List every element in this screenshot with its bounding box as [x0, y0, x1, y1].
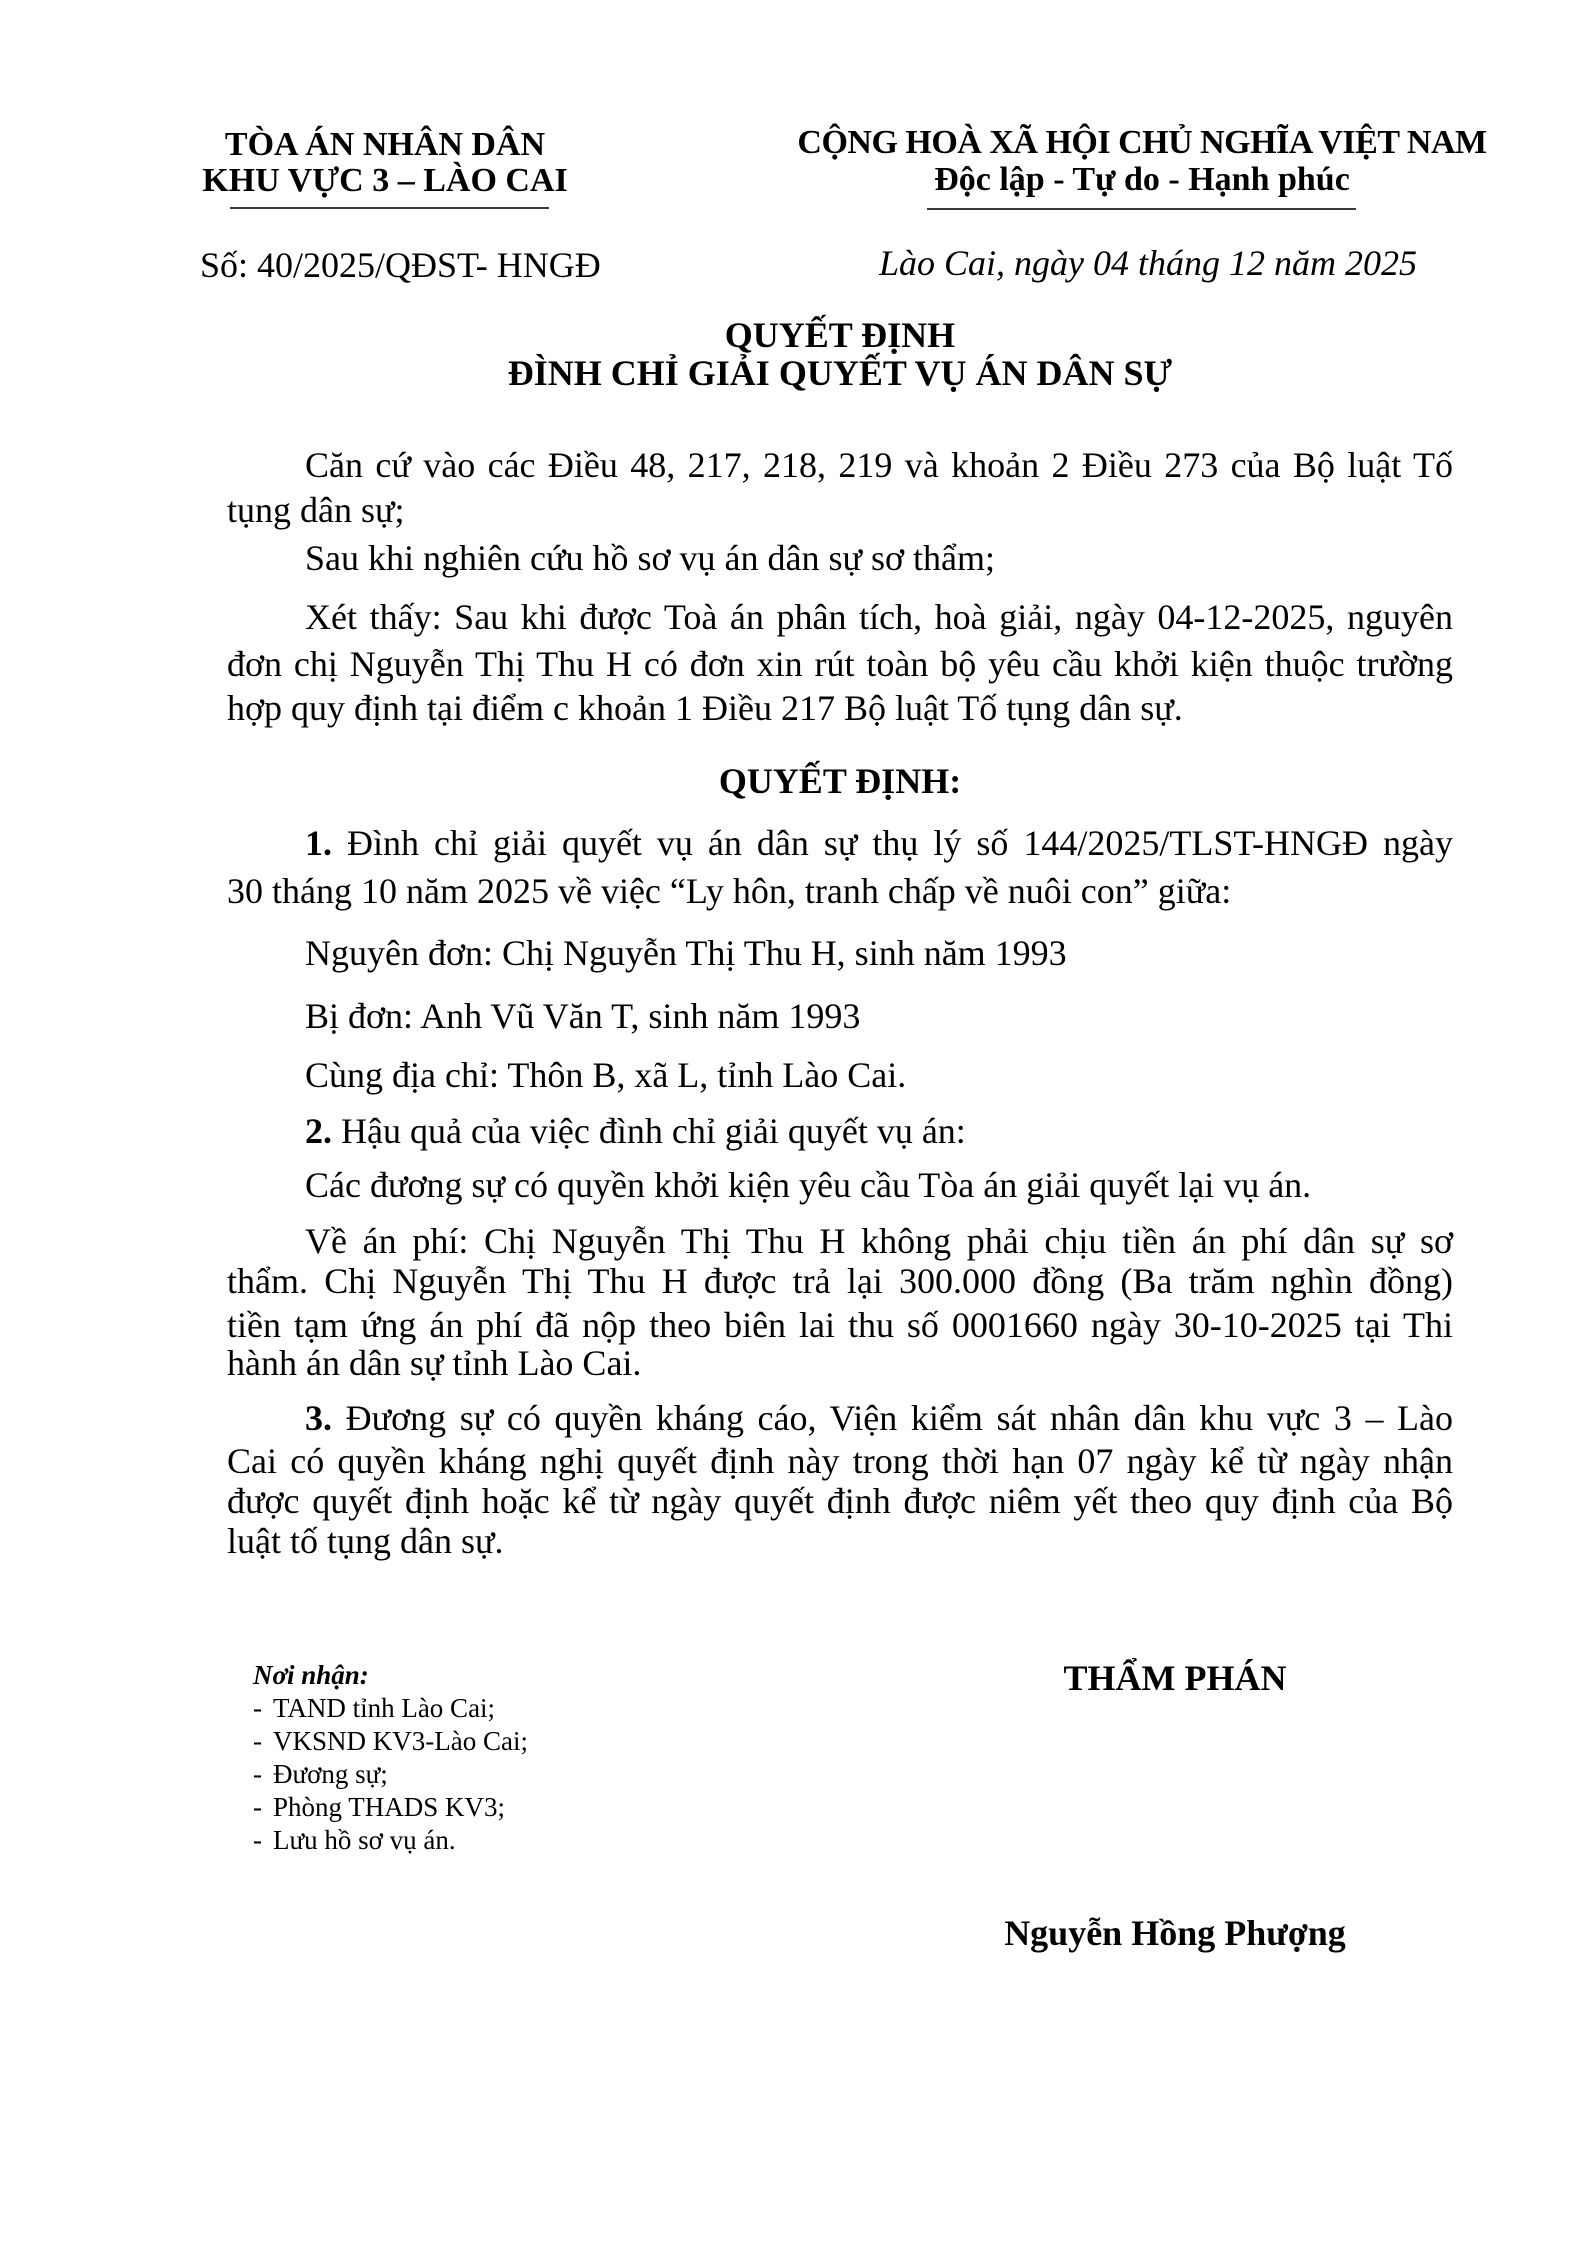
- decision-item-1-line2: 30 tháng 10 năm 2025 về việc “Ly hôn, tranh chấp về nuôi con” giữa:: [227, 871, 1232, 911]
- decision-item-2-line1: [305, 1113, 966, 1149]
- finding-line3: hợp quy định tại điểm c khoản 1 Điều 217 Bộ luật Tố tụng dân sự.: [227, 688, 1183, 728]
- recipient-text: Phòng THADS KV3;: [273, 1792, 506, 1822]
- place-and-date: Lào Cai, ngày 04 tháng 12 năm 2025: [878, 243, 1417, 283]
- decision-item-2-text: Hậu quả của việc đình chỉ giải quyết vụ án:: [341, 1111, 966, 1151]
- document-subtitle: ĐÌNH CHỈ GIẢI QUYẾT VỤ ÁN DÂN SỰ: [507, 353, 1173, 393]
- signer-role: THẨM PHÁN: [1063, 1658, 1287, 1698]
- recipient-dash: -: [253, 1792, 262, 1822]
- recipient-text: Đương sự;: [273, 1759, 388, 1789]
- court-fee-line4: hành án dân sự tỉnh Lào Cai.: [227, 1343, 642, 1383]
- decision-item-3-line2: Cai có quyền kháng nghị quyết định này trong thời hạn 07 ngày kể từ ngày nhận: [227, 1441, 1453, 1481]
- decision-item-3-line4: luật tố tụng dân sự.: [227, 1521, 504, 1561]
- decision-item-3-number: 3.: [305, 1398, 332, 1438]
- recipient-text: Lưu hồ sơ vụ án.: [273, 1825, 456, 1855]
- signer-name: Nguyễn Hồng Phượng: [1004, 1913, 1346, 1953]
- decision-item-2-number: 2.: [305, 1111, 332, 1151]
- legal-basis-line1: Căn cứ vào các Điều 48, 217, 218, 219 và khoản 2 Điều 273 của Bộ luật Tố: [305, 445, 1453, 485]
- decision-item-3-line3: được quyết định hoặc kể từ ngày quyết định được niêm yết theo quy định của Bộ: [227, 1481, 1453, 1521]
- national-motto: Độc lập - Tự do - Hạnh phúc: [934, 161, 1350, 198]
- national-motto-underline: [927, 208, 1356, 210]
- recipient-item: [253, 1827, 456, 1854]
- recipient-text: TAND tỉnh Lào Cai;: [273, 1693, 496, 1723]
- decision-item-1-number: 1.: [305, 823, 332, 863]
- recipient-item: [253, 1695, 495, 1722]
- decision-item-1-line1: [305, 825, 1453, 861]
- court-fee-line3: tiền tạm ứng án phí đã nộp theo biên lai thu số 0001660 ngày 30-10-2025 tại Thi: [227, 1305, 1453, 1345]
- decision-item-3-text: Đương sự có quyền kháng cáo, Viện kiểm sát nhân dân khu vực 3 – Lào: [345, 1398, 1454, 1438]
- recipient-dash: -: [253, 1726, 262, 1756]
- review-statement: Sau khi nghiên cứu hồ sơ vụ án dân sự sơ thẩm;: [305, 538, 996, 578]
- finding-line1: Xét thấy: Sau khi được Toà án phân tích, hoà giải, ngày 04-12-2025, nguyên: [305, 597, 1453, 637]
- recipient-text: VKSND KV3-Lào Cai;: [273, 1726, 528, 1756]
- recipient-item: [253, 1761, 388, 1788]
- court-name-line1: TÒA ÁN NHÂN DÂN: [224, 126, 546, 163]
- national-title: CỘNG HOÀ XÃ HỘI CHỦ NGHĨA VIỆT NAM: [797, 124, 1487, 161]
- shared-address: Cùng địa chỉ: Thôn B, xã L, tỉnh Lào Cai.: [305, 1055, 907, 1095]
- recipient-dash: -: [253, 1825, 262, 1855]
- recipients-heading: Nơi nhận:: [253, 1660, 369, 1690]
- document-number: Số: 40/2025/QĐST- HNGĐ: [200, 245, 601, 285]
- recipient-item: [253, 1728, 528, 1755]
- court-fee-line2: thẩm. Chị Nguyễn Thị Thu H được trả lại 300.000 đồng (Ba trăm nghìn đồng): [227, 1261, 1453, 1301]
- plaintiff-info: Nguyên đơn: Chị Nguyễn Thị Thu H, sinh năm 1993: [305, 933, 1067, 973]
- recipient-dash: -: [253, 1693, 262, 1723]
- document-title: QUYẾT ĐỊNH: [724, 315, 956, 355]
- decision-item-3-line1: [305, 1400, 1453, 1436]
- court-name-line2: KHU VỰC 3 – LÀO CAI: [202, 162, 568, 199]
- recipient-dash: -: [253, 1759, 262, 1789]
- decision-item-1-text: Đình chỉ giải quyết vụ án dân sự thụ lý số 144/2025/TLST-HNGĐ ngày: [347, 823, 1453, 863]
- defendant-info: Bị đơn: Anh Vũ Văn T, sinh năm 1993: [305, 996, 861, 1036]
- court-name-underline: [230, 207, 549, 209]
- legal-basis-line2: tụng dân sự;: [227, 490, 405, 530]
- decision-heading: QUYẾT ĐỊNH:: [718, 761, 962, 801]
- recipient-item: [253, 1794, 505, 1821]
- court-fee-line1: Về án phí: Chị Nguyễn Thị Thu H không phải chịu tiền án phí dân sự sơ: [305, 1221, 1453, 1261]
- finding-line2: đơn chị Nguyễn Thị Thu H có đơn xin rút toàn bộ yêu cầu khởi kiện thuộc trường: [227, 644, 1453, 684]
- consequence-statement: Các đương sự có quyền khởi kiện yêu cầu Tòa án giải quyết lại vụ án.: [305, 1165, 1312, 1205]
